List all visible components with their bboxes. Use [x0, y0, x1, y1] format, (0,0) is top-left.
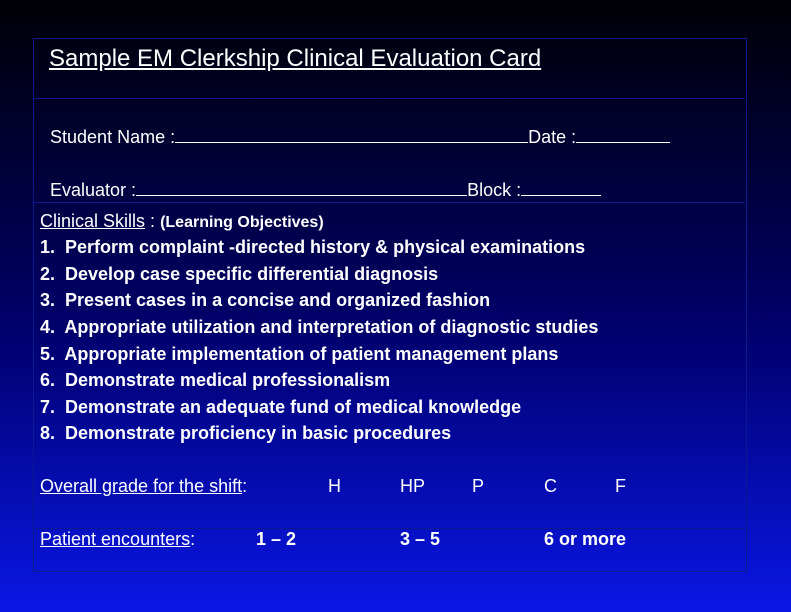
evaluator-row	[40, 159, 601, 200]
student-name-row	[40, 106, 670, 147]
objective-item: 2. Develop case specific differential diagnosis	[40, 264, 439, 284]
grade-option-c[interactable]: C	[544, 476, 557, 496]
encounters-label: Patient encounters	[40, 529, 191, 549]
grade-option-h[interactable]: H	[328, 476, 341, 496]
encounters-colon: :	[190, 529, 196, 549]
divider	[33, 202, 745, 203]
divider	[33, 98, 745, 99]
grade-label: Overall grade for the shift	[40, 476, 243, 496]
block-field[interactable]	[521, 179, 601, 196]
card-title: Sample EM Clerkship Clinical Evaluation Card	[49, 45, 542, 72]
block-label: Block :	[467, 180, 522, 200]
encounters-option-1-2[interactable]: 1 – 2	[256, 529, 297, 549]
objective-item: 5. Appropriate implementation of patient management plans	[40, 344, 559, 364]
objective-item: 1. Perform complaint -directed history & physical examinations	[40, 237, 586, 257]
grade-option-p[interactable]: P	[472, 476, 485, 496]
clinical-skills-subheading: (Learning Objectives)	[160, 214, 324, 231]
objective-item: 3. Present cases in a concise and organized fashion	[40, 290, 491, 310]
student-name-field[interactable]	[175, 126, 528, 143]
evaluator-field[interactable]	[136, 179, 467, 196]
encounters-option-6-more[interactable]: 6 or more	[544, 529, 627, 549]
clinical-skills-heading-row	[40, 211, 324, 233]
date-label: Date :	[528, 127, 577, 147]
grade-option-hp[interactable]: HP	[400, 476, 426, 496]
encounters-option-3-5[interactable]: 3 – 5	[400, 529, 441, 549]
student-name-label: Student Name :	[50, 127, 176, 147]
grade-label-row	[40, 476, 247, 496]
evaluator-label: Evaluator :	[50, 180, 137, 200]
clinical-skills-colon: :	[145, 211, 156, 231]
objective-item: 7. Demonstrate an adequate fund of medical knowledge	[40, 397, 522, 417]
grade-option-f[interactable]: F	[615, 476, 626, 496]
date-field[interactable]	[576, 126, 670, 143]
clinical-skills-heading: Clinical Skills	[40, 211, 146, 231]
objective-item: 4. Appropriate utilization and interpretation of diagnostic studies	[40, 317, 599, 337]
encounters-label-row	[40, 529, 195, 549]
objective-item: 8. Demonstrate proficiency in basic procedures	[40, 423, 452, 443]
grade-colon: :	[242, 476, 248, 496]
objective-item: 6. Demonstrate medical professionalism	[40, 370, 391, 390]
